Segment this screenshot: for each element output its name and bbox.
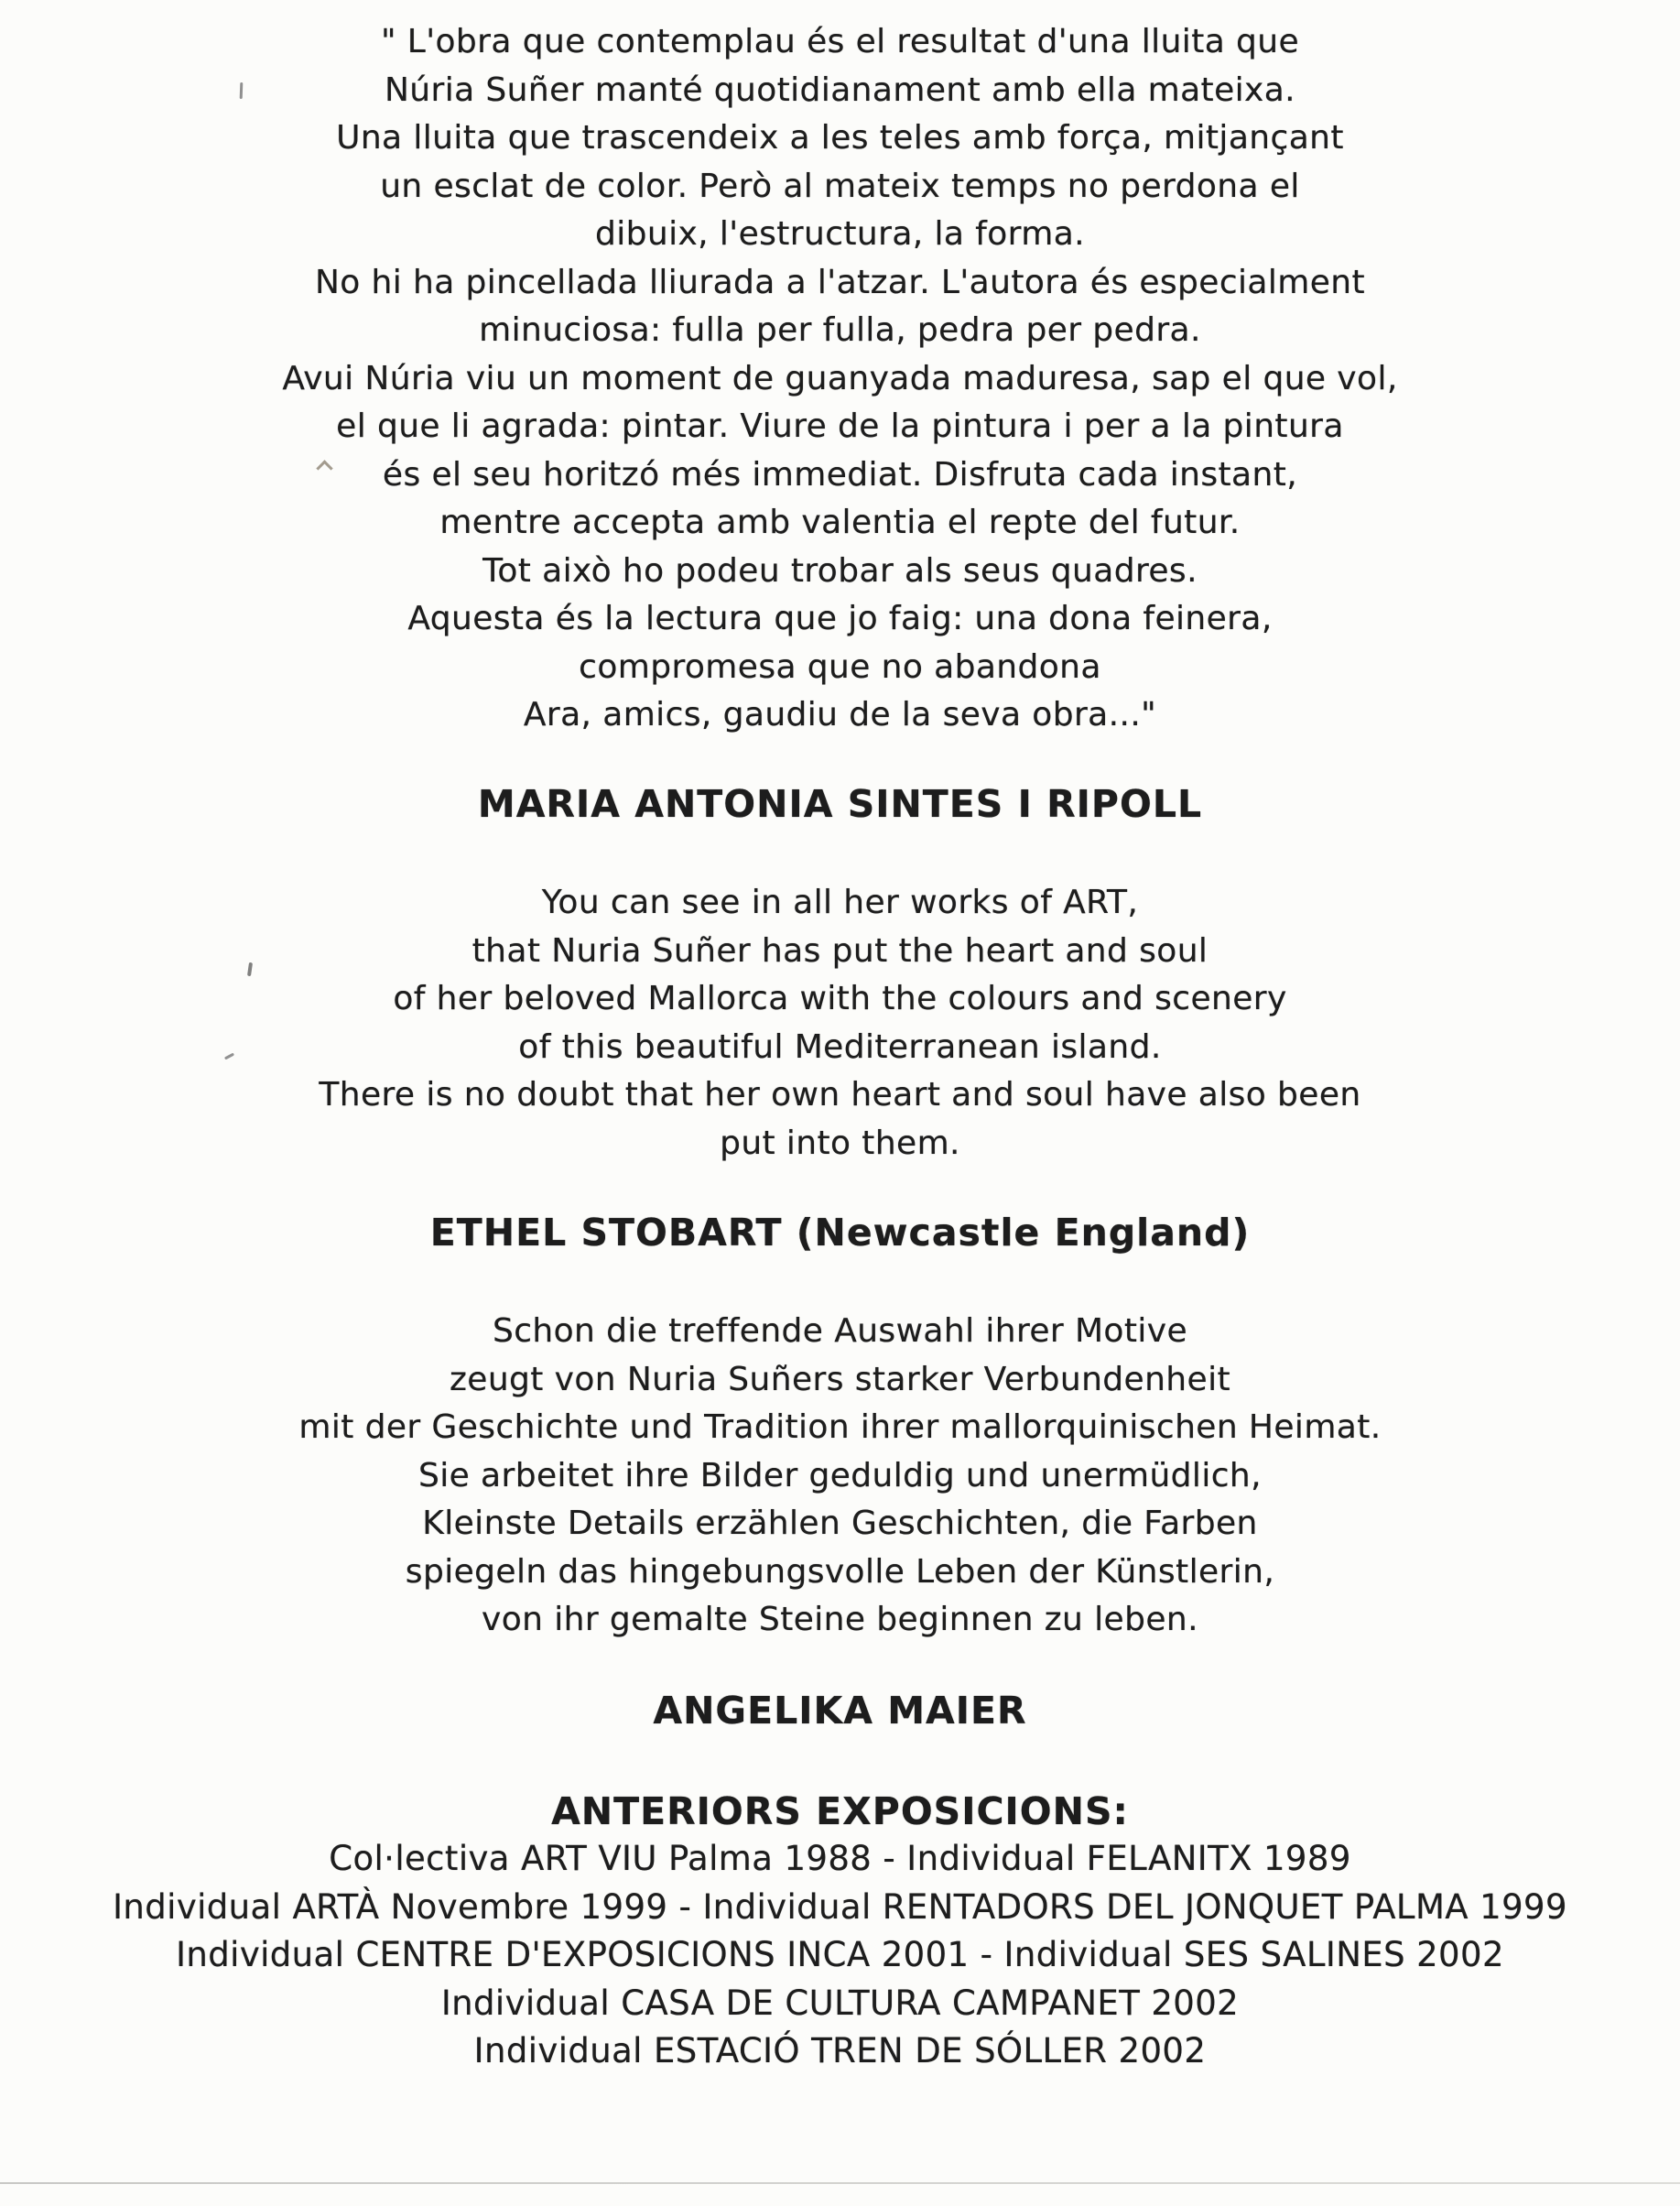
quote-line: Ara, amics, gaudiu de la seva obra...": [523, 696, 1157, 734]
quote-line: von ihr gemalte Steine beginnen zu leben.: [482, 1601, 1198, 1638]
quote-line: spiegeln das hingebungsvolle Leben der Künstlerin,: [405, 1552, 1275, 1591]
exhibition-item: Individual CASA DE CULTURA CAMPANET 2002: [440, 1983, 1240, 2023]
quote-line: el que li agrada: pintar. Viure de la pintura i per a la pintura: [336, 408, 1344, 445]
quote-line: of her beloved Mallorca with the colours and scenery: [393, 980, 1287, 1017]
quote-line: that Nuria Suñer has put the heart and soul: [471, 931, 1209, 970]
exhibition-item: Individual ESTACIÓ TREN DE SÓLLER 2002: [473, 2031, 1207, 2070]
quote-line: Avui Núria viu un moment de guanyada maduresa, sap el que vol,: [282, 359, 1398, 397]
exhibition-item: Col·lectiva ART VIU Palma 1988 - Individual FELANITX 1989: [329, 1839, 1351, 1878]
quote-line: minuciosa: fulla per fulla, pedra per pedra.: [479, 311, 1201, 349]
quote-line: mit der Geschichte und Tradition ihrer mallorquinischen Heimat.: [298, 1408, 1382, 1446]
quote-line: Una lluita que trascendeix a les teles amb força, mitjançant: [336, 119, 1344, 157]
quote-line: of this beautiful Mediterranean island.: [518, 1027, 1162, 1066]
quote-line: Aquesta és la lectura que jo faig: una dona feinera,: [407, 600, 1273, 637]
quote-line: There is no doubt that her own heart and soul have also been: [319, 1076, 1361, 1114]
quote-line: Schon die treffende Auswahl ihrer Motive: [492, 1312, 1188, 1350]
scan-edge-line: [0, 2182, 1680, 2184]
catalan-quote-paragraph: [0, 18, 1680, 740]
quote-line: No hi ha pincellada lliurada a l'atzar. L'autora és especialment: [314, 263, 1366, 301]
scan-speck: [240, 82, 244, 99]
quote-line: dibuix, l'estructura, la forma.: [594, 215, 1086, 253]
exhibitions-list: [0, 1835, 1680, 2076]
quote-line: Núria Suñer manté quotidianament amb ella mateixa.: [384, 71, 1296, 109]
quote-line: és el seu horitzó més immediat. Disfruta cada instant,: [382, 455, 1298, 494]
quote-line: You can see in all her works of ART,: [541, 884, 1139, 921]
quote-line: mentre accepta amb valentia el repte del futur.: [439, 504, 1241, 541]
exhibition-item: Individual CENTRE D'EXPOSICIONS INCA 2001 - Individual SES SALINES 2002: [176, 1935, 1504, 1974]
quote-line: Sie arbeitet ihre Bilder geduldig und unermüdlich,: [418, 1456, 1262, 1494]
quote-line: put into them.: [720, 1124, 960, 1162]
author-name-ethel-stobart: ETHEL STOBART (Newcastle England): [429, 1211, 1251, 1255]
quote-line: Tot això ho podeu trobar als seus quadres.: [482, 551, 1198, 590]
quote-line: un esclat de color. Però al mateix temps no perdona el: [380, 167, 1300, 205]
english-quote-paragraph: [0, 879, 1680, 1168]
quote-line: " L'obra que contemplau és el resultat d'una lluita que: [380, 23, 1300, 60]
german-quote-paragraph: [0, 1308, 1680, 1645]
quote-line: zeugt von Nuria Suñers starker Verbundenheit: [449, 1360, 1230, 1398]
exhibitions-heading: ANTERIORS EXPOSICIONS:: [551, 1789, 1129, 1833]
quote-line: Kleinste Details erzählen Geschichten, die Farben: [422, 1505, 1258, 1542]
exhibition-item: Individual ARTÀ Novembre 1999 - Individual RENTADORS DEL JONQUET PALMA 1999: [113, 1886, 1567, 1927]
author-name-angelika-maier: ANGELIKA MAIER: [653, 1689, 1027, 1733]
quote-line: compromesa que no abandona: [579, 647, 1101, 686]
author-name-maria-antonia: MARIA ANTONIA SINTES I RIPOLL: [477, 782, 1203, 826]
